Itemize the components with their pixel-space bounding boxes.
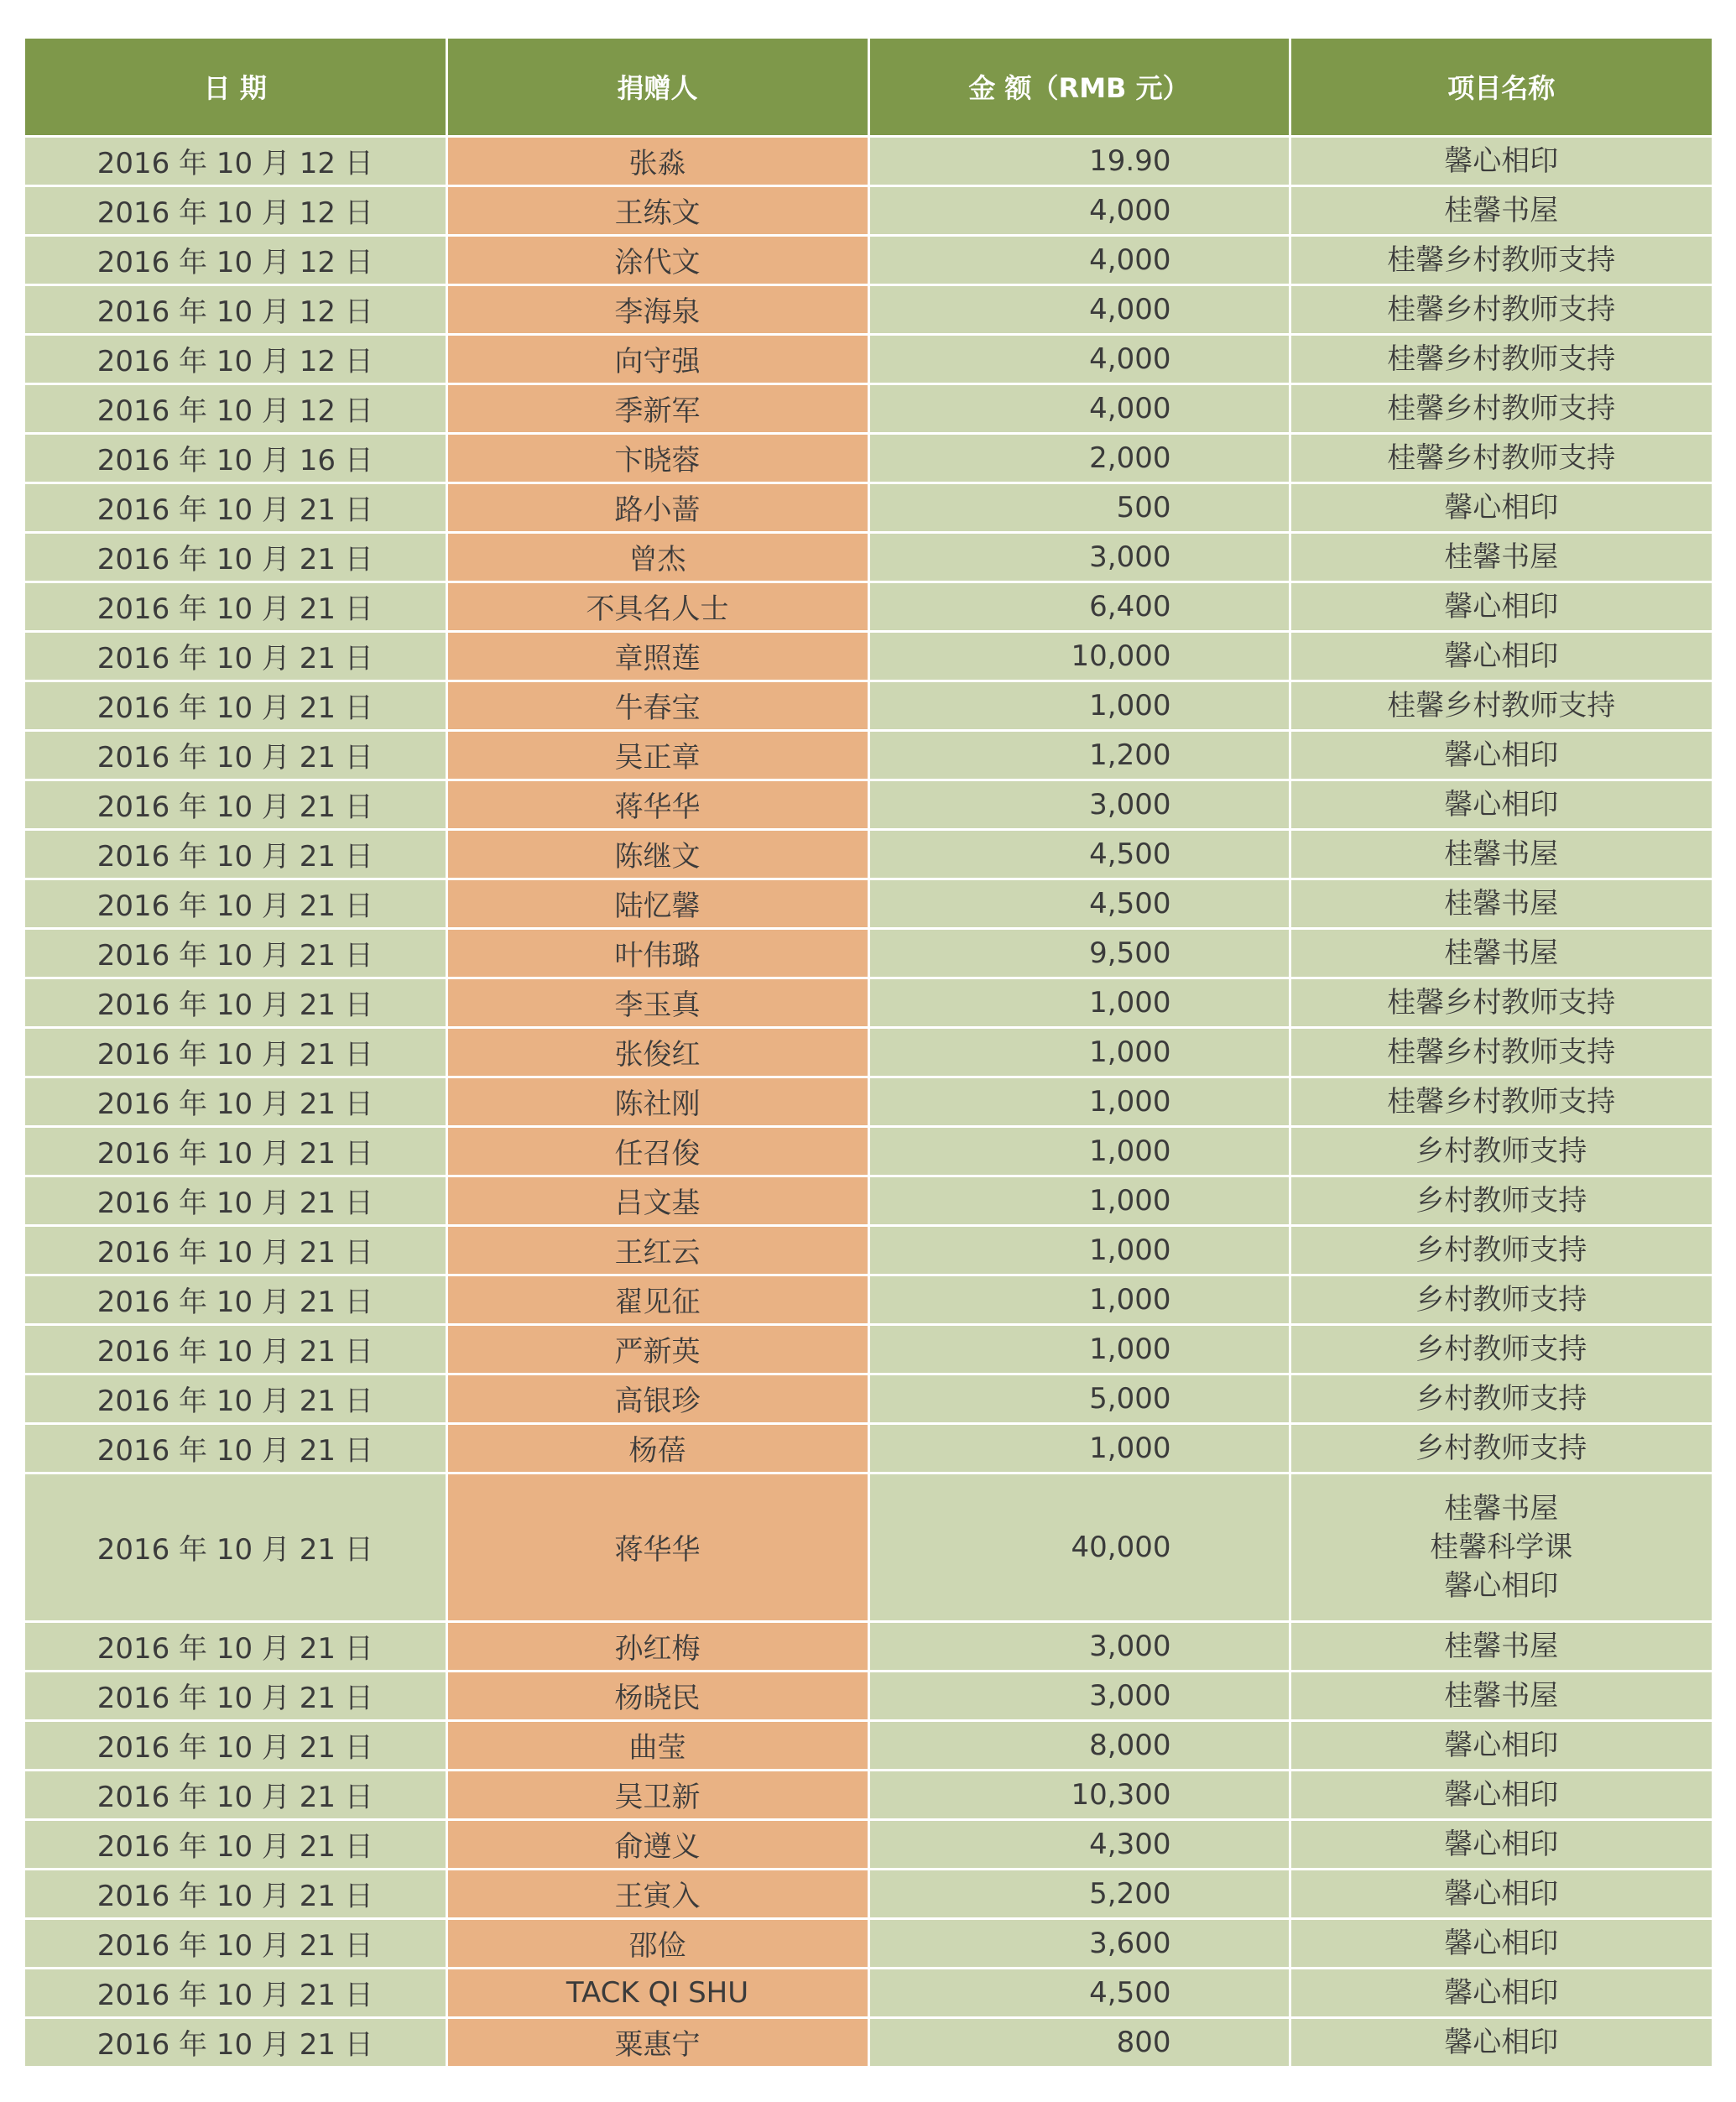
- amount-cell: 4,500: [868, 829, 1290, 879]
- amount-cell: 1,000: [868, 1423, 1290, 1473]
- project-cell: [1290, 2017, 1712, 2067]
- table-row: [25, 681, 1712, 730]
- date-cell: 2016 年 10 月 21 日: [25, 1621, 446, 1671]
- date-cell: 2016 年 10 月 21 日: [25, 1968, 446, 2017]
- table-row: [25, 879, 1712, 928]
- project-name: 桂馨书屋: [1444, 837, 1559, 871]
- amount-cell: 1,000: [868, 1324, 1290, 1374]
- project-cell: [1290, 1869, 1712, 1918]
- project-name: 乡村教师支持: [1415, 1381, 1587, 1416]
- project-cell: [1290, 1176, 1712, 1225]
- project-name: 桂馨书屋: [1444, 1629, 1559, 1663]
- project-name: 乡村教师支持: [1415, 1431, 1587, 1465]
- donor-cell: 邵俭: [446, 1918, 868, 1968]
- donor-cell: 高银珍: [446, 1374, 868, 1423]
- date-cell: 2016 年 10 月 21 日: [25, 1027, 446, 1077]
- table-row: [25, 730, 1712, 780]
- table-row: [25, 1423, 1712, 1473]
- project-cell: [1290, 730, 1712, 780]
- amount-cell: 4,000: [868, 334, 1290, 383]
- project-cell: [1290, 334, 1712, 383]
- date-cell: 2016 年 10 月 12 日: [25, 235, 446, 284]
- date-cell: 2016 年 10 月 21 日: [25, 1671, 446, 1720]
- donor-cell: 李玉真: [446, 978, 868, 1027]
- amount-cell: 1,000: [868, 978, 1290, 1027]
- amount-cell: 19.90: [868, 136, 1290, 185]
- amount-cell: 1,000: [868, 1126, 1290, 1176]
- project-cell: [1290, 185, 1712, 235]
- project-cell: [1290, 631, 1712, 681]
- project-cell: [1290, 1077, 1712, 1126]
- table-row: [25, 1176, 1712, 1225]
- project-name: 馨心相印: [1444, 1728, 1559, 1762]
- project-cell: [1290, 284, 1712, 334]
- donor-cell: 曾杰: [446, 532, 868, 582]
- donor-cell: 陈社刚: [446, 1077, 868, 1126]
- project-cell: [1290, 1819, 1712, 1869]
- table-row: [25, 1819, 1712, 1869]
- table-row: [25, 334, 1712, 383]
- donor-cell: 吴卫新: [446, 1770, 868, 1819]
- project-cell: [1290, 1770, 1712, 1819]
- donor-cell: 孙红梅: [446, 1621, 868, 1671]
- donor-cell: 蒋华华: [446, 780, 868, 829]
- table-row: [25, 1770, 1712, 1819]
- project-name: 馨心相印: [1444, 1777, 1559, 1812]
- date-cell: 2016 年 10 月 21 日: [25, 631, 446, 681]
- date-cell: 2016 年 10 月 21 日: [25, 1869, 446, 1918]
- date-cell: 2016 年 10 月 21 日: [25, 681, 446, 730]
- project-cell: [1290, 978, 1712, 1027]
- project-name: 馨心相印: [1444, 1876, 1559, 1911]
- project-name: 桂馨书屋: [1444, 540, 1559, 574]
- table-row: [25, 1720, 1712, 1770]
- date-cell: 2016 年 10 月 21 日: [25, 829, 446, 879]
- project-name: 馨心相印: [1444, 787, 1559, 822]
- donor-cell: 杨蓓: [446, 1423, 868, 1473]
- project-cell: [1290, 829, 1712, 879]
- amount-cell: 9,500: [868, 928, 1290, 978]
- donor-cell: 俞遵义: [446, 1819, 868, 1869]
- table-row: [25, 383, 1712, 433]
- project-name: 桂馨乡村教师支持: [1387, 391, 1616, 425]
- amount-cell: 4,000: [868, 235, 1290, 284]
- amount-cell: 4,000: [868, 383, 1290, 433]
- date-cell: 2016 年 10 月 21 日: [25, 532, 446, 582]
- table-row: [25, 185, 1712, 235]
- project-name: 乡村教师支持: [1415, 1134, 1587, 1168]
- project-cell: [1290, 928, 1712, 978]
- project-cell: [1290, 1027, 1712, 1077]
- table-row: [25, 482, 1712, 532]
- date-cell: 2016 年 10 月 21 日: [25, 1275, 446, 1324]
- table-row: [25, 1918, 1712, 1968]
- donor-cell: 粟惠宁: [446, 2017, 868, 2067]
- donor-cell: 牛春宝: [446, 681, 868, 730]
- project-name: 馨心相印: [1444, 738, 1559, 772]
- project-cell: [1290, 383, 1712, 433]
- project-name: 馨心相印: [1444, 639, 1559, 673]
- project-cell: [1290, 1423, 1712, 1473]
- date-cell: 2016 年 10 月 21 日: [25, 1423, 446, 1473]
- donor-cell: 任召俊: [446, 1126, 868, 1176]
- project-cell: [1290, 235, 1712, 284]
- date-cell: 2016 年 10 月 12 日: [25, 383, 446, 433]
- project-cell: [1290, 1918, 1712, 1968]
- table-row: [25, 1671, 1712, 1720]
- project-name: 桂馨书屋: [1444, 936, 1559, 970]
- date-cell: 2016 年 10 月 12 日: [25, 284, 446, 334]
- date-cell: 2016 年 10 月 21 日: [25, 978, 446, 1027]
- project-name: 乡村教师支持: [1415, 1233, 1587, 1267]
- date-cell: 2016 年 10 月 21 日: [25, 1225, 446, 1275]
- table-row: [25, 780, 1712, 829]
- project-cell: [1290, 1621, 1712, 1671]
- project-name: 馨心相印: [1444, 1926, 1559, 1960]
- amount-cell: 3,600: [868, 1918, 1290, 1968]
- table-row: [25, 136, 1712, 185]
- table-row: [25, 1473, 1712, 1621]
- donor-cell: 蒋华华: [446, 1473, 868, 1621]
- amount-cell: 500: [868, 482, 1290, 532]
- date-cell: 2016 年 10 月 21 日: [25, 1918, 446, 1968]
- project-cell: [1290, 482, 1712, 532]
- table-row: [25, 978, 1712, 1027]
- table-row: [25, 1374, 1712, 1423]
- donor-cell: 卞晓蓉: [446, 433, 868, 482]
- project-name: 馨心相印: [1444, 1827, 1559, 1861]
- date-cell: 2016 年 10 月 21 日: [25, 1077, 446, 1126]
- donor-cell: 不具名人士: [446, 582, 868, 631]
- date-cell: 2016 年 10 月 21 日: [25, 1176, 446, 1225]
- table-row: [25, 433, 1712, 482]
- project-name: 馨心相印: [1444, 1568, 1559, 1603]
- date-cell: 2016 年 10 月 21 日: [25, 1126, 446, 1176]
- date-cell: 2016 年 10 月 21 日: [25, 1324, 446, 1374]
- table-row: [25, 284, 1712, 334]
- project-cell: [1290, 136, 1712, 185]
- donor-cell: 向守强: [446, 334, 868, 383]
- donor-cell: 吴正章: [446, 730, 868, 780]
- amount-cell: 3,000: [868, 780, 1290, 829]
- donor-cell: 李海泉: [446, 284, 868, 334]
- date-cell: 2016 年 10 月 21 日: [25, 582, 446, 631]
- amount-cell: 4,000: [868, 185, 1290, 235]
- amount-cell: 5,200: [868, 1869, 1290, 1918]
- amount-cell: 3,000: [868, 532, 1290, 582]
- project-name: 桂馨乡村教师支持: [1387, 1035, 1616, 1069]
- amount-cell: 8,000: [868, 1720, 1290, 1770]
- table-row: [25, 1869, 1712, 1918]
- project-name: 桂馨书屋: [1444, 193, 1559, 227]
- project-name: 乡村教师支持: [1415, 1332, 1587, 1366]
- project-cell: [1290, 879, 1712, 928]
- project-name: 桂馨乡村教师支持: [1387, 441, 1616, 475]
- table-row: [25, 1968, 1712, 2017]
- amount-cell: 2,000: [868, 433, 1290, 482]
- table-row: [25, 1126, 1712, 1176]
- project-cell: [1290, 1126, 1712, 1176]
- date-cell: 2016 年 10 月 21 日: [25, 482, 446, 532]
- table-body: [25, 136, 1712, 2067]
- project-cell: [1290, 1225, 1712, 1275]
- project-name: 馨心相印: [1444, 2025, 1559, 2059]
- project-name: 乡村教师支持: [1415, 1282, 1587, 1317]
- donor-cell: 杨晓民: [446, 1671, 868, 1720]
- amount-cell: 1,000: [868, 1225, 1290, 1275]
- donor-cell: 叶伟璐: [446, 928, 868, 978]
- project-name: 桂馨乡村教师支持: [1387, 688, 1616, 722]
- table-row: [25, 631, 1712, 681]
- date-cell: 2016 年 10 月 21 日: [25, 1374, 446, 1423]
- date-cell: 2016 年 10 月 21 日: [25, 928, 446, 978]
- amount-cell: 1,200: [868, 730, 1290, 780]
- amount-cell: 1,000: [868, 1275, 1290, 1324]
- table-row: [25, 532, 1712, 582]
- project-cell: [1290, 1324, 1712, 1374]
- donor-cell: 路小蔷: [446, 482, 868, 532]
- table-row: [25, 1027, 1712, 1077]
- amount-cell: 5,000: [868, 1374, 1290, 1423]
- table-header: [25, 39, 1712, 136]
- amount-cell: 4,500: [868, 1968, 1290, 2017]
- date-cell: 2016 年 10 月 21 日: [25, 730, 446, 780]
- date-cell: 2016 年 10 月 21 日: [25, 1473, 446, 1621]
- date-cell: 2016 年 10 月 21 日: [25, 1770, 446, 1819]
- project-name: 馨心相印: [1444, 589, 1559, 623]
- project-cell: [1290, 1720, 1712, 1770]
- project-name: 桂馨书屋: [1444, 1678, 1559, 1713]
- project-cell: [1290, 582, 1712, 631]
- date-cell: 2016 年 10 月 21 日: [25, 1819, 446, 1869]
- amount-cell: 1,000: [868, 681, 1290, 730]
- table-row: [25, 582, 1712, 631]
- amount-cell: 1,000: [868, 1176, 1290, 1225]
- project-name: 桂馨书屋: [1444, 886, 1559, 921]
- header-donor: 捐赠人: [446, 39, 868, 136]
- project-name: 馨心相印: [1444, 1975, 1559, 2010]
- project-name: 馨心相印: [1444, 490, 1559, 524]
- project-name: 桂馨书屋: [1444, 1491, 1559, 1526]
- donor-cell: 章照莲: [446, 631, 868, 681]
- amount-cell: 4,000: [868, 284, 1290, 334]
- table-row: [25, 1324, 1712, 1374]
- donor-cell: 季新军: [446, 383, 868, 433]
- project-name: 乡村教师支持: [1415, 1183, 1587, 1218]
- donor-cell: 张俊红: [446, 1027, 868, 1077]
- donor-cell: 曲莹: [446, 1720, 868, 1770]
- amount-cell: 3,000: [868, 1621, 1290, 1671]
- donor-cell: 涂代文: [446, 235, 868, 284]
- project-cell: [1290, 681, 1712, 730]
- date-cell: 2016 年 10 月 21 日: [25, 780, 446, 829]
- date-cell: 2016 年 10 月 12 日: [25, 185, 446, 235]
- table-row: [25, 1077, 1712, 1126]
- amount-cell: 40,000: [868, 1473, 1290, 1621]
- project-cell: [1290, 532, 1712, 582]
- donor-cell: 翟见征: [446, 1275, 868, 1324]
- project-name: 桂馨乡村教师支持: [1387, 342, 1616, 376]
- date-cell: 2016 年 10 月 21 日: [25, 1720, 446, 1770]
- table-row: [25, 1225, 1712, 1275]
- project-cell: [1290, 780, 1712, 829]
- donor-cell: 陈继文: [446, 829, 868, 879]
- table-row: [25, 1275, 1712, 1324]
- amount-cell: 6,400: [868, 582, 1290, 631]
- project-name: 桂馨乡村教师支持: [1387, 985, 1616, 1020]
- amount-cell: 1,000: [868, 1077, 1290, 1126]
- table-row: [25, 829, 1712, 879]
- date-cell: 2016 年 10 月 21 日: [25, 2017, 446, 2067]
- date-cell: 2016 年 10 月 16 日: [25, 433, 446, 482]
- amount-cell: 10,000: [868, 631, 1290, 681]
- project-cell: [1290, 1275, 1712, 1324]
- project-cell: [1290, 1374, 1712, 1423]
- project-name: 桂馨科学课: [1430, 1530, 1573, 1564]
- donor-cell: 吕文基: [446, 1176, 868, 1225]
- amount-cell: 3,000: [868, 1671, 1290, 1720]
- table-row: [25, 235, 1712, 284]
- donation-table: [25, 39, 1712, 2068]
- table-row: [25, 928, 1712, 978]
- project-cell: [1290, 1968, 1712, 2017]
- project-cell: [1290, 433, 1712, 482]
- header-row: [25, 39, 1712, 136]
- project-cell: [1290, 1671, 1712, 1720]
- project-name: 桂馨乡村教师支持: [1387, 292, 1616, 326]
- date-cell: 2016 年 10 月 21 日: [25, 879, 446, 928]
- project-name: 馨心相印: [1444, 143, 1559, 178]
- donor-cell: 严新英: [446, 1324, 868, 1374]
- donor-cell: 王练文: [446, 185, 868, 235]
- donor-cell: TACK QI SHU: [446, 1968, 868, 2017]
- amount-cell: 4,300: [868, 1819, 1290, 1869]
- project-name: 桂馨乡村教师支持: [1387, 1084, 1616, 1119]
- project-cell: [1290, 1473, 1712, 1621]
- header-amount: 金 额（RMB 元）: [868, 39, 1290, 136]
- table-row: [25, 2017, 1712, 2067]
- date-cell: 2016 年 10 月 12 日: [25, 334, 446, 383]
- header-date: 日 期: [25, 39, 446, 136]
- donor-cell: 陆忆馨: [446, 879, 868, 928]
- donor-cell: 王红云: [446, 1225, 868, 1275]
- donor-cell: 王寅入: [446, 1869, 868, 1918]
- amount-cell: 4,500: [868, 879, 1290, 928]
- table-row: [25, 1621, 1712, 1671]
- amount-cell: 800: [868, 2017, 1290, 2067]
- donor-cell: 张淼: [446, 136, 868, 185]
- amount-cell: 1,000: [868, 1027, 1290, 1077]
- amount-cell: 10,300: [868, 1770, 1290, 1819]
- date-cell: 2016 年 10 月 12 日: [25, 136, 446, 185]
- header-project: 项目名称: [1290, 39, 1712, 136]
- project-name: 桂馨乡村教师支持: [1387, 243, 1616, 277]
